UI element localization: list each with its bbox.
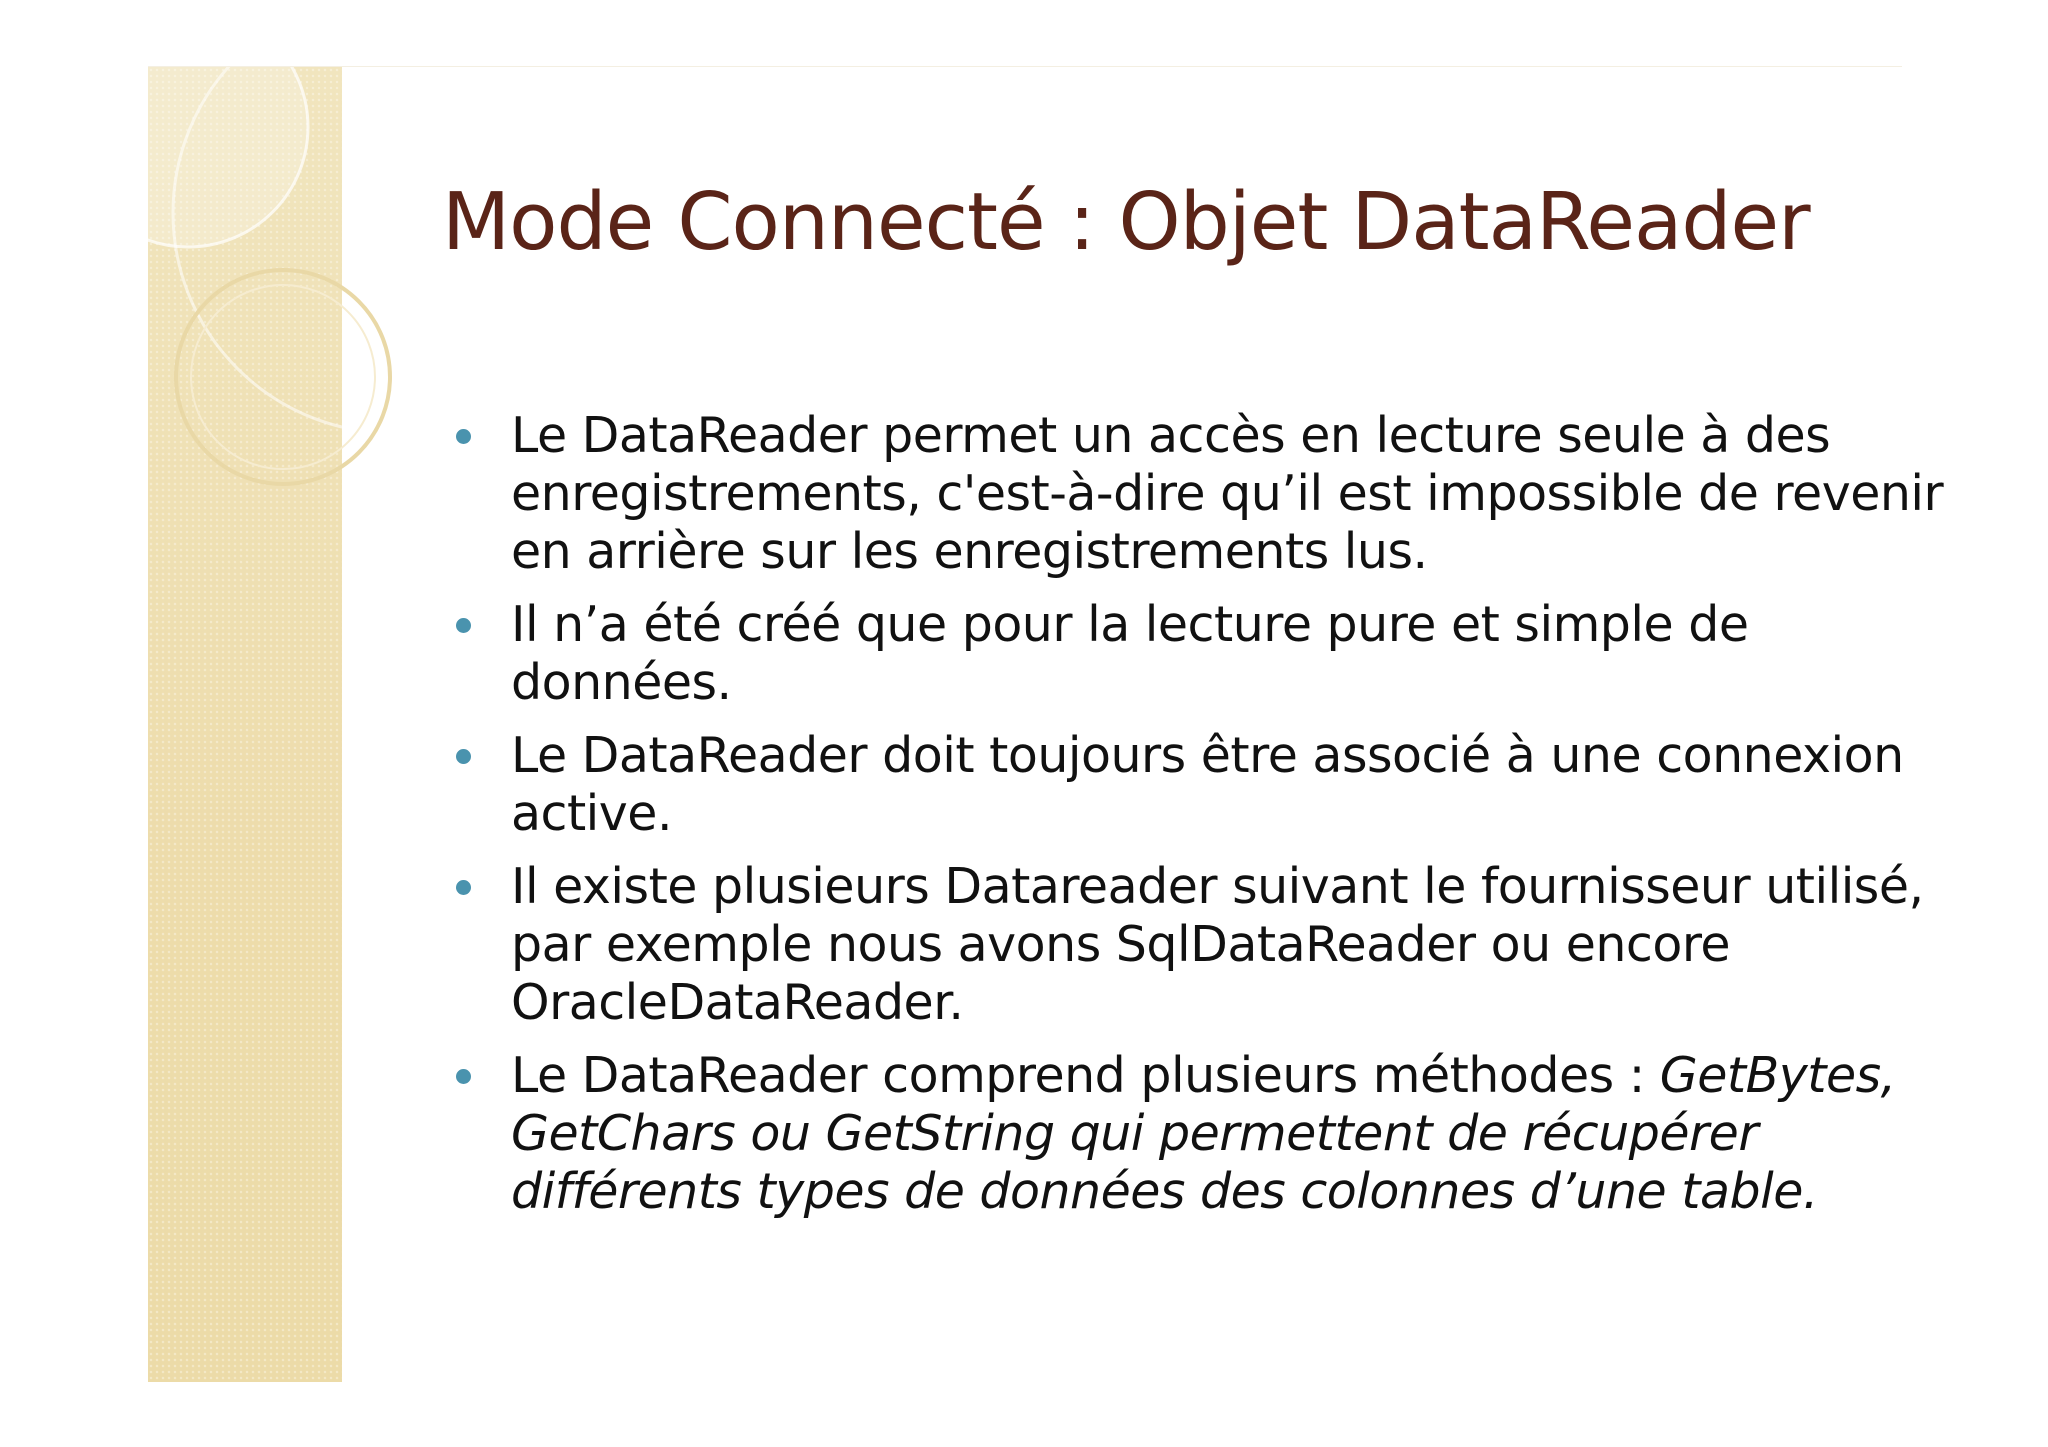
bullet-item-2 (442, 596, 1962, 712)
bullet-dot-icon (456, 618, 471, 633)
bullet-list (442, 407, 1962, 1236)
decorative-circles-graphic (148, 67, 448, 527)
bullet-text: Il n’a été créé que pour la lecture pure et simple de données. (511, 596, 1749, 711)
bullet-text: Il existe plusieurs Datareader suivant le fournisseur utilisé, par exemple nous avons SqlDataReader ou encore OracleDataReader. (511, 858, 1924, 1031)
bullet-text: Le DataReader comprend plusieurs méthodes : (511, 1047, 1645, 1104)
bullet-text: Le DataReader doit toujours être associé à une connexion active. (511, 727, 1904, 842)
bullet-dot-icon (456, 880, 471, 895)
bullet-item-3 (442, 727, 1962, 843)
bullet-item-5 (442, 1047, 1962, 1221)
slide-title: Mode Connecté : Objet DataReader (442, 176, 1810, 268)
slide (148, 66, 1944, 1382)
bullet-italic-text: GetBytes, GetChars ou GetString qui permettent de récupérer différents types de données des colonnes d’une table. (511, 1047, 1896, 1220)
decorative-side-band (148, 67, 342, 1382)
bullet-item-1 (442, 407, 1962, 581)
bullet-item-4 (442, 858, 1962, 1032)
bullet-text: Le DataReader permet un accès en lecture seule à des enregistrements, c'est-à-dire qu’il est impossible de revenir en arrière sur les enregistrements lus. (511, 407, 1944, 580)
bullet-dot-icon (456, 429, 471, 444)
bullet-dot-icon (456, 749, 471, 764)
bullet-dot-icon (456, 1069, 471, 1084)
